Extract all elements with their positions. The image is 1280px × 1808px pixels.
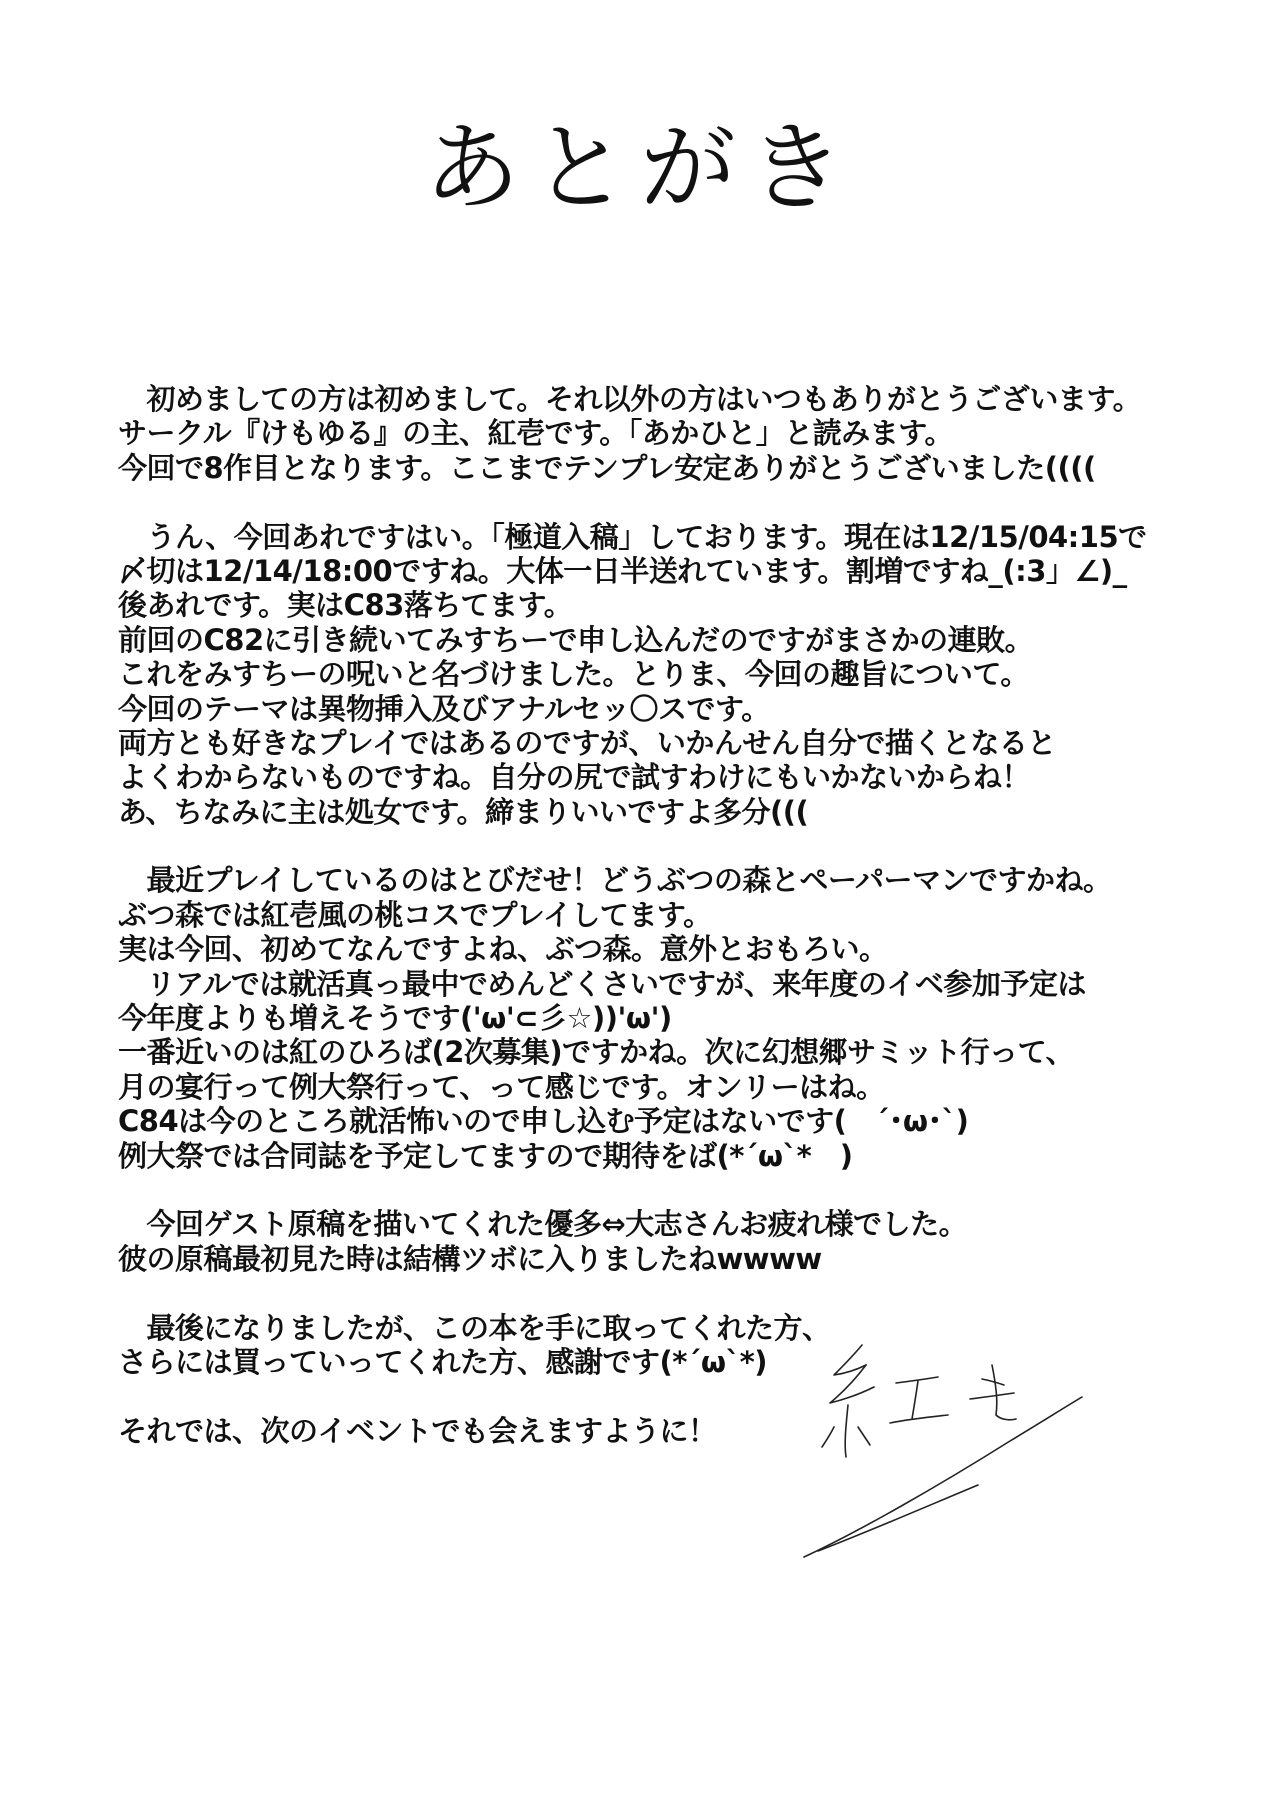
text-line: 〆切は12/14/18:00ですね。大体一日半送れています。割増ですね_(:3」∠)_: [118, 553, 1127, 588]
text-line: ぶつ森では紅壱風の桃コスでプレイしてます。: [118, 897, 712, 932]
text-line: 実は今回、初めてなんですよね、ぶつ森。意外とおもろい。: [118, 932, 888, 967]
text-line: うん、今回あれですはい。「極道入稿」しております。現在は12/15/04:15で: [118, 519, 1147, 554]
text-line: これをみすちーの呪いと名づけました。とりま、今回の趣旨について。: [118, 657, 1029, 692]
paragraph-spacer: [118, 485, 1248, 519]
text-line: 一番近いのは紅のひろば(2次募集)ですかね。次に幻想郷サミット行って、: [118, 1035, 1075, 1070]
text-line: C84は今のところ就活怖いので申し込む予定はないです( ´･ω･`): [118, 1104, 969, 1139]
text-line: 例大祭では合同誌を予定してますので期待をば(*´ω`* ): [118, 1138, 853, 1173]
text-line: よくわからないものですね。自分の尻で試すわけにもいかないからね！: [118, 760, 1031, 795]
text-line: 両方とも好きなプレイではあるのですが、いかんせん自分で描くとなると: [118, 725, 1056, 760]
text-line: 月の宴行って例大祭行って、って感じです。オンリーはね。: [118, 1069, 885, 1104]
text-line: 最後になりましたが、この本を手に取ってくれた方、: [118, 1310, 831, 1345]
paragraph-spacer: [118, 1276, 1248, 1310]
text-line: 後あれです。実はC83落ちてます。: [118, 588, 573, 623]
text-line: 今回のテーマは異物挿入及びアナルセッ〇スです。: [118, 691, 770, 726]
text-line: 今回ゲスト原稿を描いてくれた優多⇔大志さんお疲れ様でした。: [118, 1207, 968, 1242]
paragraph-spacer: [118, 829, 1248, 863]
paragraph-recent: [118, 863, 1248, 1173]
text-line: 前回のC82に引き続いてみすちーで申し込んだのですがまさかの連敗。: [118, 622, 1034, 657]
text-line: それでは、次のイベントでも会えますように！: [118, 1413, 717, 1448]
text-line: 彼の原稿最初見た時は結構ツボに入りましたねwwww: [118, 1241, 822, 1276]
text-line: 今年度よりも増えそうです('ω'⊂彡☆))'ω'): [118, 1001, 672, 1036]
text-line: 最近プレイしているのはとびだせ！どうぶつの森とペーパーマンですかね。: [118, 863, 1112, 898]
text-line: 今回で8作目となります。ここまでテンプレ安定ありがとうございました((((: [118, 450, 1096, 485]
paragraph-guest: [118, 1207, 1248, 1276]
page-title: あとがき: [424, 112, 856, 224]
text-line: 初めましての方は初めまして。それ以外の方はいつもありがとうございます。: [118, 382, 1142, 416]
text-line: あ、ちなみに主は処女です。締まりいいですよ多分(((: [118, 794, 809, 829]
paragraph-deadline: [118, 520, 1248, 830]
paragraph-spacer: [118, 1173, 1248, 1207]
afterword-body: [118, 382, 1248, 1448]
handwritten-signature: [800, 1335, 1090, 1595]
paragraph-greeting: [118, 382, 1248, 485]
text-line: サークル『けもゆる』の主、紅壱です。「あかひと」と読みます。: [118, 416, 953, 451]
text-line: リアルでは就活真っ最中でめんどくさいですが、来年度のイベ参加予定は: [118, 966, 1086, 1001]
text-line: さらには買っていってくれた方、感謝です(*´ω`*): [118, 1344, 768, 1379]
